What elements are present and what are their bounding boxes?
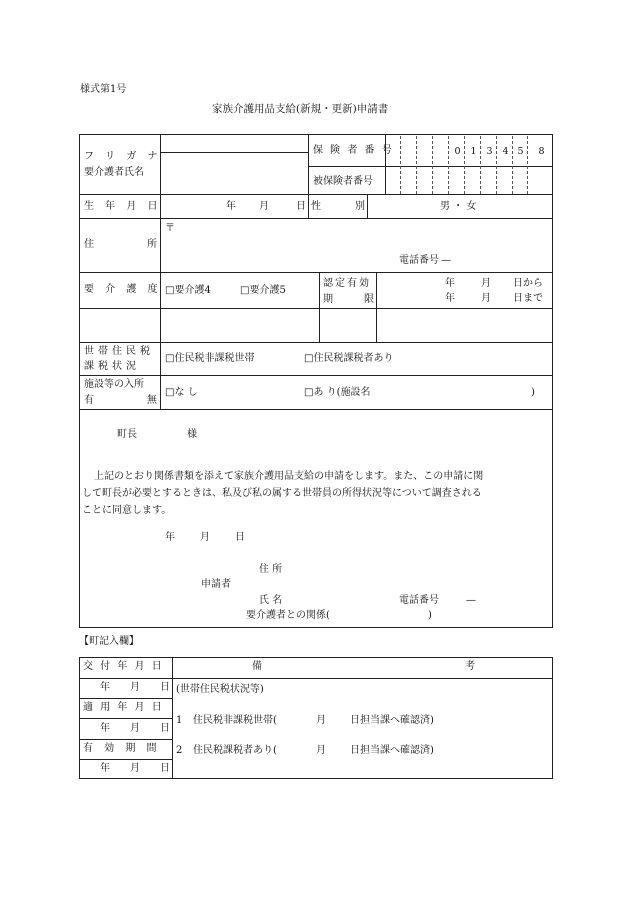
column-line [376,272,377,342]
sex-options: 男 ・ 女 [440,201,477,212]
label-column-line [160,134,161,409]
facility-label-3: 無 [147,395,157,406]
tax-exempt-checkbox[interactable]: □住民税非課税世帯 [165,353,255,364]
birth-date-label: 生 年 月 日 [84,201,162,212]
cert-to-year: 年 [445,293,455,304]
declaration-date-month: 月 [200,532,210,543]
receipt-date-label: 交 付 年 月 日 [83,661,164,672]
care-recipient-name-label: 要介護者氏名 [84,167,144,178]
digit-separator [496,136,497,194]
care-level-divider [79,308,553,309]
applicant-address-label: 住 所 [259,564,283,575]
cert-to-month: 月 [481,293,491,304]
digit-separator [512,136,513,194]
care-level-4-checkbox[interactable]: □要介護4 [165,285,211,296]
applicant-label: 申請者 [201,579,231,590]
care-level-label: 要 介 護 度 [84,284,162,295]
remark-1-number: 1 [176,715,183,726]
valid-year: 年 [100,763,110,774]
row-divider [79,194,553,195]
tax-status-heading: (世帯住民税状況等) [176,684,264,695]
birth-day-unit: 日 [296,201,306,212]
digit-separator [527,136,528,194]
cert-period-label-2: 期 [323,294,333,305]
applicant-name-label: 氏 名 [259,595,283,606]
addressee-sama: 様 [187,429,197,440]
applicant-phone-dash: — [466,595,476,606]
remarks-label: 備 [252,661,262,672]
valid-month: 月 [130,763,140,774]
remark-1-text: 住民税非課税世帯( [193,715,277,726]
applied-day: 日 [160,723,170,734]
remarks-label-2: 考 [465,661,475,672]
applied-month: 月 [130,723,140,734]
relation-label: 要介護者との関係( [246,610,330,621]
insurer-divider [308,166,553,167]
insurer-digit: 1 [470,146,477,157]
care-level-5-checkbox[interactable]: □要介護5 [240,285,286,296]
valid-day: 日 [160,763,170,774]
cert-from-month: 月 [481,278,491,289]
receipt-month: 月 [130,682,140,693]
insurer-digit: 0 [454,146,461,157]
remark-1-month: 月 [316,715,326,726]
remark-2-text: 住民税課税者あり( [193,745,277,756]
column-line [308,134,309,218]
sex-label: 性 [311,201,321,212]
facility-close-paren: ) [531,387,535,398]
receipt-year: 年 [100,682,110,693]
town-column-line [172,657,173,779]
cert-from-year: 年 [445,278,455,289]
row-divider [79,342,553,343]
town-section-heading: 【町記入欄】 [79,636,139,647]
furigana-label: フ リ ガ ナ [84,151,162,162]
digit-separator [416,136,417,194]
row-divider [79,218,553,219]
postal-mark: 〒 [165,223,175,234]
digit-separator [448,136,449,194]
phone-dash: — [441,255,451,266]
insurer-number-label: 保 険 者 番 号 [313,145,394,156]
digit-separator [400,136,401,194]
town-row-divider [79,718,172,719]
declaration-line-3: ことに同意します。 [82,505,172,516]
insurer-digit: 4 [502,146,509,157]
birth-year-unit: 年 [226,201,236,212]
address-label-2: 所 [147,239,157,250]
address-label: 住 [84,239,94,250]
cert-from-day: 日から [513,278,543,289]
cert-period-label: 認定有効 [323,278,371,289]
column-line [319,272,320,342]
tax-status-label-2: 課税状況 [84,361,140,372]
insurer-digit: 5 [517,146,524,157]
town-row-divider [79,698,172,699]
declaration-date-day: 日 [235,532,245,543]
form-title: 家族介護用品支給(新規・更新)申請書 [212,103,389,115]
birth-month-unit: 月 [259,201,269,212]
declaration-line-1: 上記のとおり関係書類を添えて家族介護用品支給の申請をします。また、この申請に関 [94,471,484,482]
insured-number-label: 被保険者番号 [313,176,373,187]
applied-year: 年 [100,723,110,734]
valid-period-label: 有 効 期 間 [83,743,161,754]
taxed-member-checkbox[interactable]: □住民税課税者あり [304,353,394,364]
town-row-divider [79,678,553,679]
insurer-digit: 3 [486,146,493,157]
row-divider [79,272,553,273]
facility-label: 施設等の入所 [84,379,144,390]
digit-separator [432,136,433,194]
declaration-line-2: して町長が必要とするときは、私及び私の属する世帯員の所得状況等について調査される [82,488,482,499]
facility-label-2: 有 [84,395,94,406]
form-number: 様式第1号 [80,84,127,95]
town-row-divider [79,739,172,740]
cert-to-day: 日まで [513,293,543,304]
remark-2-confirm: 日担当課へ確認済) [350,745,434,756]
insurer-digit: 8 [538,146,545,157]
remark-2-number: 2 [176,745,183,756]
digit-separator [464,136,465,194]
furigana-divider [160,152,308,153]
row-divider [79,375,553,376]
sex-label-2: 別 [355,201,365,212]
town-row-divider [79,759,172,760]
column-line [385,134,386,194]
applied-date-label: 適 用 年 月 日 [83,702,164,713]
tax-status-label: 世帯住民税 [84,346,154,357]
remark-1-confirm: 日担当課へ確認済) [350,715,434,726]
digit-separator [480,136,481,194]
row-divider [79,409,553,410]
relation-close-paren: ) [428,610,432,621]
receipt-day: 日 [160,682,170,693]
facility-yes-checkbox[interactable]: □あ り(施設名 [304,387,371,398]
remark-2-month: 月 [316,745,326,756]
cert-period-label-3: 限 [364,294,374,305]
column-line [367,194,368,218]
declaration-date-year: 年 [165,532,175,543]
applicant-phone-label: 電話番号 [399,595,439,606]
addressee-town: 町長 [117,429,137,440]
facility-none-checkbox[interactable]: □な し [165,387,198,398]
phone-label: 電話番号 [399,255,439,266]
